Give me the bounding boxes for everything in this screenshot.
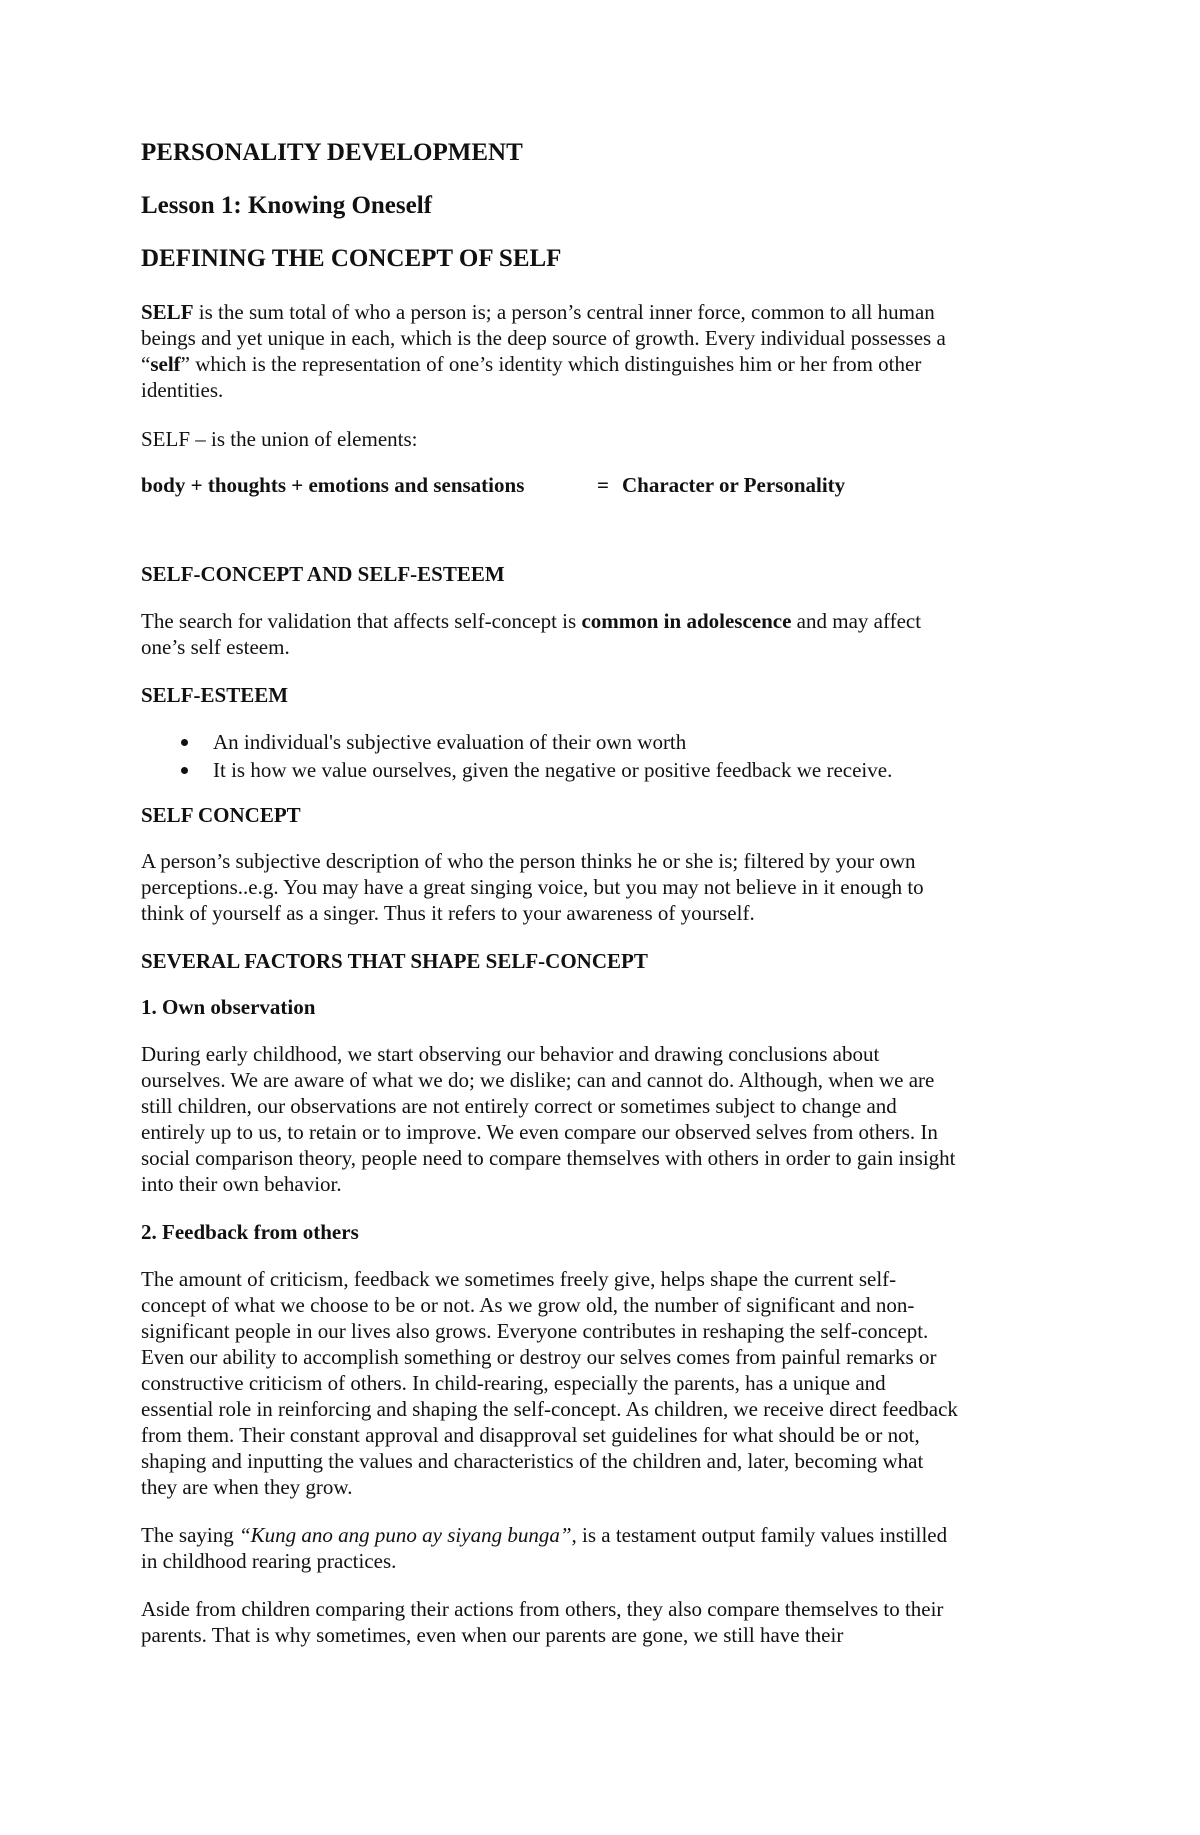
paragraph-feedback-line: The amount of criticism, feedback we sometimes freely give, helps shape the current self- [141, 1267, 897, 1291]
paragraph-parents-line: parents. That is why sometimes, even when our parents are gone, we still have their [141, 1623, 844, 1647]
text-run: is a testament output family values instilled [576, 1523, 948, 1547]
paragraph-observation-line: social comparison theory, people need to compare themselves with others in order to gain insight [141, 1146, 956, 1170]
paragraph-feedback-line: from them. Their constant approval and disapproval set guidelines for what should be or not, [141, 1423, 920, 1447]
list-item [141, 729, 1041, 755]
emphasis-adolescence: common in adolescence [581, 609, 792, 633]
heading-self-esteem: SELF-ESTEEM [141, 683, 289, 707]
paragraph-self-definition-line-3 [141, 351, 921, 377]
list-item-text: An individual's subjective evaluation of their own worth [213, 730, 687, 754]
paragraph-observation-line: entirely up to us, to retain or to improve. We even compare our observed selves from others. In [141, 1120, 938, 1144]
heading-factors: SEVERAL FACTORS THAT SHAPE SELF-CONCEPT [141, 949, 648, 973]
text-run: and may affect [791, 609, 922, 633]
self-term: SELF [141, 300, 194, 324]
section-heading-concept-of-self: DEFINING THE CONCEPT OF SELF [141, 245, 562, 272]
list-item [141, 757, 1041, 783]
paragraph-feedback-line: concept of what we choose to be or not. As we grow old, the number of significant and non- [141, 1293, 915, 1317]
text-run: ” which is the representation of one’s identity which distinguishes him or her from other [180, 352, 922, 376]
paragraph-parents-line: Aside from children comparing their actions from others, they also compare themselves to their [141, 1597, 944, 1621]
paragraph-validation-line-1 [141, 608, 921, 634]
formula-left: body + thoughts + emotions and sensations [141, 473, 525, 497]
paragraph-feedback-line: shaping and inputting the values and characteristics of the children and, later, becoming what [141, 1449, 924, 1473]
bullet-icon [181, 767, 188, 774]
paragraph-validation-line-2: one’s self esteem. [141, 635, 290, 659]
paragraph-saying-line-1 [141, 1522, 947, 1548]
paragraph-self-concept-line: perceptions..e.g. You may have a great singing voice, but you may not believe in it enough to [141, 875, 924, 899]
text-run: is the sum total of who a person is; a person’s central inner force, common to all human [193, 300, 935, 324]
formula-right: Character or Personality [622, 473, 846, 497]
paragraph-observation-line: ourselves. We are aware of what we do; we dislike; can and cannot do. Although, when we are [141, 1068, 935, 1092]
bullet-icon [181, 739, 188, 746]
heading-own-observation: 1. Own observation [141, 995, 316, 1019]
document-title: PERSONALITY DEVELOPMENT [141, 139, 523, 166]
text-run: The saying [141, 1523, 239, 1547]
paragraph-observation-line: still children, our observations are not entirely correct or sometimes subject to change and [141, 1094, 897, 1118]
section-heading-self-concept-esteem: SELF-CONCEPT AND SELF-ESTEEM [141, 562, 505, 586]
formula-equals: = [597, 473, 609, 497]
paragraph-self-definition-line-1 [141, 299, 935, 325]
paragraph-self-definition-line-4: identities. [141, 378, 224, 402]
paragraph-union-of-elements: SELF – is the union of elements: [141, 427, 418, 451]
paragraph-feedback-line: significant people in our lives also grows. Everyone contributes in reshaping the self-concept. [141, 1319, 929, 1343]
paragraph-self-concept-line: think of yourself as a singer. Thus it refers to your awareness of yourself. [141, 901, 755, 925]
self-term-emphasis: self [150, 352, 181, 376]
paragraph-observation-line: into their own behavior. [141, 1172, 342, 1196]
paragraph-observation-line: During early childhood, we start observing our behavior and drawing conclusions about [141, 1042, 880, 1066]
paragraph-self-concept-line: A person’s subjective description of who the person thinks he or she is; filtered by your own [141, 849, 916, 873]
paragraph-saying-line-2: in childhood rearing practices. [141, 1549, 397, 1573]
lesson-title: Lesson 1: Knowing Oneself [141, 192, 433, 219]
paragraph-feedback-line: they are when they grow. [141, 1475, 353, 1499]
saying-quote: “Kung ano ang puno ay siyang bunga”, [238, 1523, 577, 1547]
text-run: “ [141, 352, 151, 376]
list-item-text: It is how we value ourselves, given the negative or positive feedback we receive. [213, 758, 893, 782]
paragraph-self-definition-line-2: beings and yet unique in each, which is the deep source of growth. Every individual possesses a [141, 326, 946, 350]
heading-feedback-from-others: 2. Feedback from others [141, 1220, 359, 1244]
paragraph-feedback-line: constructive criticism of others. In child-rearing, especially the parents, has a unique and [141, 1371, 886, 1395]
heading-self-concept: SELF CONCEPT [141, 803, 301, 827]
text-run: The search for validation that affects self-concept is [141, 609, 582, 633]
paragraph-feedback-line: essential role in reinforcing and shaping the self-concept. As children, we receive direct feedback [141, 1397, 958, 1421]
paragraph-feedback-line: Even our ability to accomplish something or destroy our selves comes from painful remarks or [141, 1345, 937, 1369]
